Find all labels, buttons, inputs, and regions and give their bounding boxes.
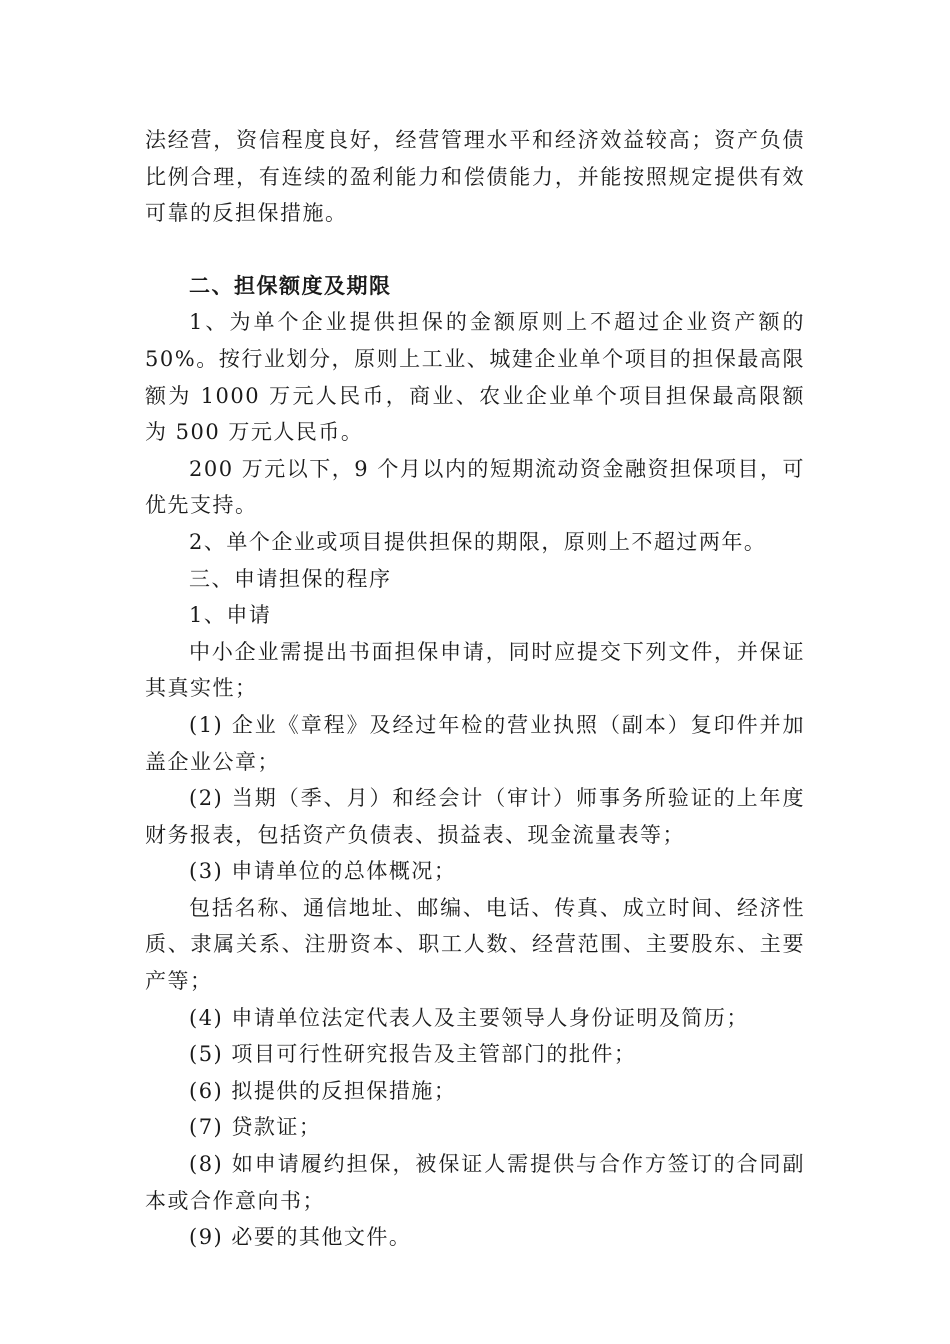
document-body xyxy=(145,122,805,1256)
list-item: (8) 如申请履约担保，被保证人需提供与合作方签订的合同副本或合作意向书； xyxy=(145,1152,805,1213)
section3-sub1: 1、申请 xyxy=(189,603,272,628)
list-item: (4) 申请单位法定代表人及主要领导人身份证明及简历； xyxy=(189,1005,749,1030)
section2-item1-note: 200 万元以下，9 个月以内的短期流动资金融资担保项目，可优先支持。 xyxy=(145,456,805,518)
section2-item1: 1、为单个企业提供担保的金额原则上不超过企业资产额的 50%。按行业划分，原则上工业、城建企业单个项目的担保最高限额为 1000 万元人民币，商业、农业企业单个项目担保最高限额为 500 万元人民币。 xyxy=(145,310,805,445)
section2-heading: 二、担保额度及期限 xyxy=(189,272,392,298)
list-item: (6) 拟提供的反担保措施； xyxy=(189,1078,457,1103)
list-item: (7) 贷款证； xyxy=(189,1115,322,1140)
list-item: (9) 必要的其他文件。 xyxy=(189,1225,412,1250)
list-item: (5) 项目可行性研究报告及主管部门的批件； xyxy=(189,1042,637,1067)
section3-intro: 中小企业需提出书面担保申请，同时应提交下列文件，并保证其真实性； xyxy=(145,639,805,701)
list-item: (1) 企业《章程》及经过年检的营业执照（副本）复印件并加盖企业公章； xyxy=(145,712,805,774)
list-item: (3) 申请单位的总体概况； xyxy=(189,859,457,884)
intro-paragraph: 法经营，资信程度良好，经营管理水平和经济效益较高；资产负债比例合理，有连续的盈利能力和偿债能力，并能按照规定提供有效可靠的反担保措施。 xyxy=(145,128,805,226)
section2-item2: 2、单个企业或项目提供担保的期限，原则上不超过两年。 xyxy=(189,529,767,554)
section3-heading: 三、申请担保的程序 xyxy=(189,566,392,591)
list-item: (2) 当期（季、月）和经会计（审计）师事务所验证的上年度财务报表，包括资产负债表、损益表、现金流量表等； xyxy=(145,786,805,847)
section-spacer xyxy=(145,232,805,268)
list-item: 包括名称、通信地址、邮编、电话、传真、成立时间、经济性质、隶属关系、注册资本、职工人数、经营范围、主要股东、主要产等； xyxy=(145,895,805,994)
